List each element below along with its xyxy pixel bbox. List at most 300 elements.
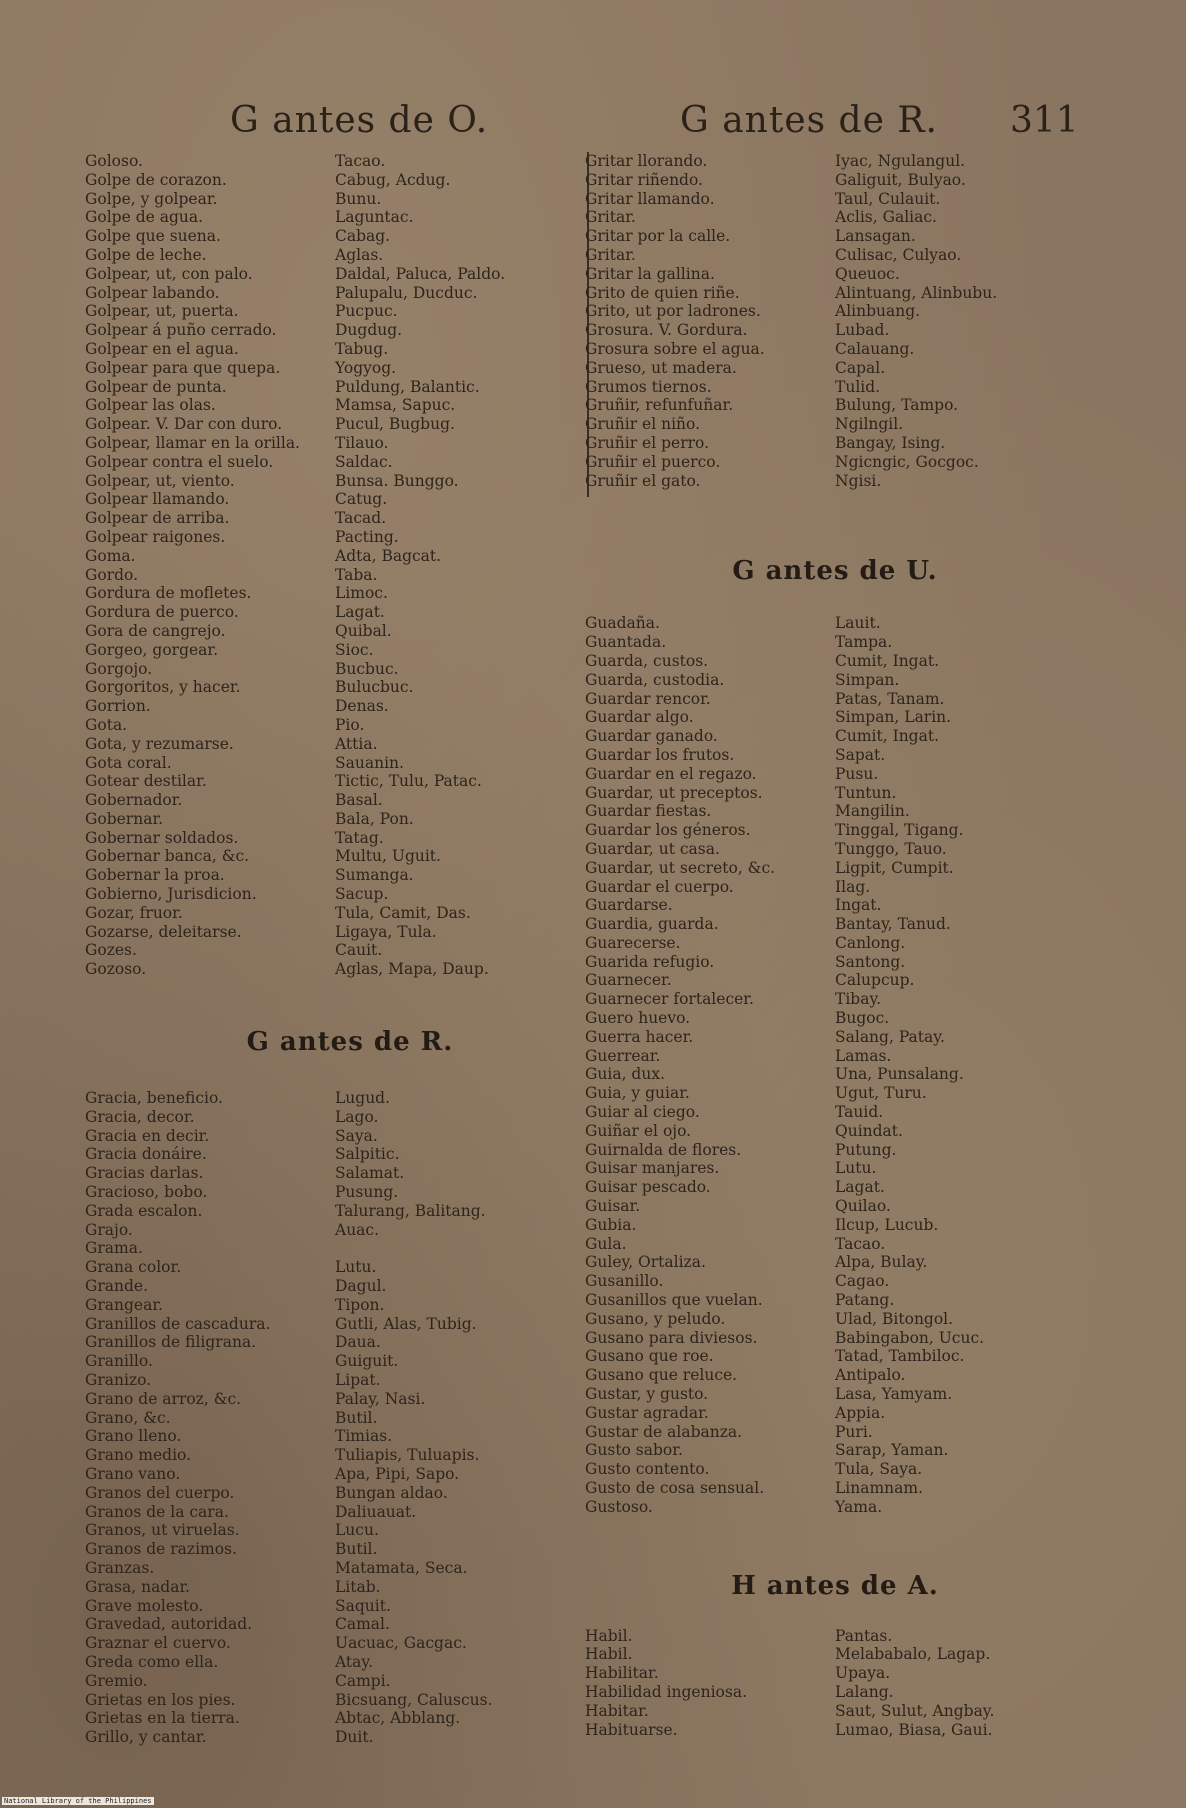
- entry-term: Habitar.: [585, 1701, 649, 1720]
- entry-term: Grito de quien riñe.: [585, 283, 740, 302]
- dictionary-entry: [85, 1503, 555, 1522]
- entry-term: Guadaña.: [585, 614, 660, 633]
- dictionary-entry: [585, 1065, 1085, 1084]
- entry-term: Gordura de puerco.: [85, 603, 239, 622]
- dictionary-entry: [85, 321, 555, 340]
- entry-gloss: Apa, Pipi, Sapo.: [335, 1465, 460, 1483]
- entry-gloss: Bala, Pon.: [335, 809, 414, 828]
- dictionary-entry: [585, 1721, 1085, 1740]
- entry-term: Golpear contra el suelo.: [85, 452, 274, 471]
- entry-gloss: Tacao.: [335, 152, 386, 170]
- entry-term: Guley, Ortaliza.: [585, 1253, 706, 1272]
- left-running-head: G antes de O.: [230, 100, 489, 141]
- entry-term: Grito, ut por ladrones.: [585, 302, 761, 321]
- dictionary-entry: [585, 359, 1085, 378]
- dictionary-entry: [85, 603, 555, 622]
- entry-term: Grangear.: [85, 1295, 163, 1314]
- dictionary-entry: [585, 1159, 1085, 1178]
- entry-term: Gozoso.: [85, 960, 147, 979]
- entry-term: Gota.: [85, 715, 128, 734]
- dictionary-entry: [85, 1202, 555, 1221]
- entry-term: Gobernar banca, &c.: [85, 847, 250, 866]
- dictionary-entry: [85, 434, 555, 453]
- entry-gloss: Butil.: [335, 1540, 378, 1559]
- library-credit: National Library of the Philippines: [4, 1797, 152, 1805]
- dictionary-entry: [585, 784, 1085, 803]
- entry-gloss: Pio.: [335, 715, 365, 734]
- entry-term: Gusto de cosa sensual.: [585, 1479, 765, 1497]
- entry-gloss: Ngicngic, Gocgoc.: [835, 452, 979, 471]
- entry-gloss: Alintuang, Alinbubu.: [835, 283, 998, 302]
- entry-gloss: Tatad, Tambiloc.: [835, 1347, 965, 1366]
- entry-gloss: Lubad.: [835, 321, 890, 340]
- dictionary-entry: [85, 1183, 555, 1202]
- dictionary-entry: [585, 208, 1085, 227]
- entry-gloss: Guiguit.: [335, 1352, 399, 1371]
- dictionary-entry: [85, 660, 555, 679]
- entry-term: Golpear de arriba.: [85, 509, 230, 528]
- entry-term: Gracioso, bobo.: [85, 1183, 208, 1202]
- entry-term: Grana color.: [85, 1258, 182, 1277]
- entry-gloss: Lago.: [335, 1107, 379, 1126]
- dictionary-entry: [585, 340, 1085, 359]
- entry-term: Golpe, y golpear.: [85, 189, 218, 208]
- dictionary-entry: [85, 885, 555, 904]
- dictionary-entry: [585, 171, 1085, 190]
- dictionary-entry: [585, 953, 1085, 972]
- entry-term: Granillos de cascadura.: [85, 1314, 271, 1333]
- entry-gloss: Tulid.: [835, 377, 881, 396]
- entry-gloss: Canlong.: [835, 933, 906, 952]
- entry-term: Grano vano.: [85, 1465, 181, 1483]
- entry-term: Golpear labando.: [85, 283, 220, 302]
- entry-gloss: Ligaya, Tula.: [335, 922, 437, 941]
- entry-gloss: Tatag.: [335, 828, 384, 847]
- entry-term: Golpear, ut, con palo.: [85, 264, 253, 283]
- dictionary-entry: [585, 1702, 1085, 1721]
- section-title-gu: G antes de U.: [732, 556, 938, 587]
- entry-term: Golpe que suena.: [85, 227, 221, 246]
- section-title-gr: G antes de R.: [246, 1027, 454, 1058]
- entry-term: Gusano que reluce.: [585, 1366, 738, 1385]
- dictionary-entry: [85, 678, 555, 697]
- entry-gloss: Bicsuang, Caluscus.: [335, 1690, 493, 1709]
- entry-gloss: Pantas.: [835, 1626, 893, 1645]
- dictionary-entry: [585, 1235, 1085, 1254]
- entry-term: Guiñar el ojo.: [585, 1121, 692, 1140]
- dictionary-entry: [85, 960, 555, 979]
- dictionary-entry: [585, 614, 1085, 633]
- entry-gloss: Denas.: [335, 697, 389, 716]
- dictionary-entry: [585, 1347, 1085, 1366]
- dictionary-entry: [85, 1709, 555, 1728]
- entry-term: Gusano que roe.: [585, 1347, 714, 1366]
- entry-gloss: Lumao, Biasa, Gaui.: [835, 1720, 993, 1739]
- section-go: [85, 152, 555, 979]
- dictionary-entry: [585, 746, 1085, 765]
- section-title-ha: H antes de A.: [731, 1570, 939, 1601]
- entry-gloss: Sumanga.: [335, 866, 414, 885]
- dictionary-entry: [585, 415, 1085, 434]
- entry-term: Gorrion.: [85, 697, 151, 716]
- entry-gloss: Lasa, Yamyam.: [835, 1385, 953, 1404]
- dictionary-entry: [85, 246, 555, 265]
- entry-term: Gruñir el gato.: [585, 471, 701, 490]
- dictionary-entry: [585, 671, 1085, 690]
- entry-gloss: Camal.: [335, 1615, 390, 1634]
- entry-term: Grano, &c.: [85, 1408, 171, 1427]
- entry-term: Golpear. V. Dar con duro.: [85, 415, 283, 434]
- entry-gloss: Lagat.: [335, 603, 385, 622]
- entry-term: Guerrear.: [585, 1046, 661, 1065]
- entry-gloss: Mamsa, Sapuc.: [335, 396, 456, 415]
- entry-gloss: Tauid.: [835, 1103, 884, 1122]
- left-column: [85, 152, 555, 1747]
- dictionary-entry: [85, 227, 555, 246]
- entry-term: Guardia, guarda.: [585, 915, 719, 934]
- section-gr: [85, 1089, 555, 1747]
- dictionary-entry: [585, 765, 1085, 784]
- entry-gloss: Multu, Uguit.: [335, 847, 441, 866]
- dictionary-entry: [85, 1127, 555, 1146]
- entry-gloss: Tilauo.: [335, 433, 389, 452]
- entry-gloss: Tula, Saya.: [835, 1460, 923, 1479]
- entry-term: Granizo.: [85, 1371, 152, 1390]
- entry-gloss: Upaya.: [835, 1664, 891, 1683]
- entry-gloss: Aglas.: [335, 245, 384, 264]
- dictionary-entry: [585, 396, 1085, 415]
- dictionary-entry: [85, 1239, 555, 1258]
- dictionary-entry: [585, 1141, 1085, 1160]
- dictionary-entry: [85, 1578, 555, 1597]
- entry-term: Grano medio.: [85, 1446, 192, 1465]
- dictionary-entry: [585, 1460, 1085, 1479]
- dictionary-entry: [585, 472, 1085, 491]
- entry-term: Gobernar.: [85, 809, 164, 828]
- dictionary-entry: [85, 1728, 555, 1747]
- dictionary-entry: [85, 378, 555, 397]
- dictionary-entry: [85, 941, 555, 960]
- entry-gloss: Antipalo.: [835, 1366, 906, 1385]
- entry-gloss: Puri.: [835, 1422, 873, 1441]
- entry-gloss: Laguntac.: [335, 208, 414, 227]
- dictionary-entry: [85, 547, 555, 566]
- dictionary-entry: [85, 1446, 555, 1465]
- dictionary-entry: [85, 1427, 555, 1446]
- entry-gloss: Babingabon, Ucuc.: [835, 1328, 985, 1347]
- entry-gloss: Culisac, Culyao.: [835, 245, 962, 264]
- entry-term: Grueso, ut madera.: [585, 358, 737, 377]
- entry-gloss: Abtac, Abblang.: [335, 1709, 461, 1728]
- entry-term: Granos del cuerpo.: [85, 1483, 235, 1502]
- dictionary-entry: [85, 810, 555, 829]
- dictionary-entry: [85, 528, 555, 547]
- dictionary-entry: [85, 1352, 555, 1371]
- entry-term: Habil.: [585, 1626, 633, 1645]
- dictionary-entry: [585, 1103, 1085, 1122]
- dictionary-entry: [585, 840, 1085, 859]
- entry-term: Guardar los frutos.: [585, 745, 735, 764]
- entry-term: Guisar manjares.: [585, 1159, 720, 1178]
- entry-gloss: Sioc.: [335, 640, 374, 659]
- entry-term: Gorgeo, gorgear.: [85, 640, 219, 659]
- dictionary-entry: [85, 1333, 555, 1352]
- entry-gloss: Tacao.: [835, 1234, 886, 1253]
- entry-term: Gruñir, refunfuñar.: [585, 396, 734, 415]
- dictionary-entry: [85, 208, 555, 227]
- entry-gloss: Patang.: [835, 1291, 895, 1310]
- entry-term: Granos, ut viruelas.: [85, 1521, 240, 1540]
- entry-gloss: Ingat.: [835, 896, 882, 915]
- dictionary-entry: [585, 284, 1085, 303]
- entry-gloss: Timias.: [335, 1427, 393, 1446]
- entry-gloss: Salamat.: [335, 1164, 405, 1183]
- entry-term: Gremio.: [85, 1671, 148, 1690]
- dictionary-entry: [585, 896, 1085, 915]
- entry-term: Habilidad ingeniosa.: [585, 1682, 747, 1701]
- entry-term: Golpe de leche.: [85, 245, 207, 264]
- dictionary-entry: [85, 1221, 555, 1240]
- dictionary-entry: [585, 1028, 1085, 1047]
- entry-term: Golpear raigones.: [85, 527, 226, 546]
- dictionary-entry: [585, 1197, 1085, 1216]
- entry-gloss: Bulucbuc.: [335, 678, 414, 697]
- dictionary-entry: [85, 509, 555, 528]
- entry-term: Golpear para que quepa.: [85, 358, 281, 377]
- entry-gloss: Lagat.: [835, 1178, 885, 1197]
- entry-term: Graznar el cuervo.: [85, 1634, 231, 1653]
- entry-term: Gusanillo.: [585, 1272, 664, 1291]
- dictionary-entry: [85, 1371, 555, 1390]
- dictionary-entry: [85, 1315, 555, 1334]
- dictionary-entry: [85, 754, 555, 773]
- entry-term: Gota, y rezumarse.: [85, 734, 234, 753]
- entry-gloss: Auac.: [335, 1220, 380, 1239]
- entry-gloss: Ilag.: [835, 877, 871, 896]
- dictionary-entry: [85, 1089, 555, 1108]
- dictionary-entry: [585, 1645, 1085, 1664]
- entry-gloss: Alpa, Bulay.: [835, 1253, 928, 1272]
- entry-term: Gritar.: [585, 208, 636, 227]
- dictionary-entry: [585, 1627, 1085, 1646]
- entry-term: Gusanillos que vuelan.: [585, 1291, 763, 1310]
- dictionary-entry: [85, 847, 555, 866]
- entry-term: Gubia.: [585, 1215, 637, 1234]
- entry-gloss: Bulung, Tampo.: [835, 396, 959, 415]
- entry-term: Golpear llamando.: [85, 490, 230, 509]
- entry-gloss: Gutli, Alas, Tubig.: [335, 1314, 477, 1333]
- entry-term: Grosura sobre el agua.: [585, 339, 765, 358]
- dictionary-entry: [585, 1216, 1085, 1235]
- entry-term: Grillo, y cantar.: [85, 1728, 207, 1747]
- entry-term: Gruñir el puerco.: [585, 452, 721, 471]
- entry-term: Grave molesto.: [85, 1596, 204, 1615]
- entry-term: Gruñir el perro.: [585, 433, 710, 452]
- entry-term: Gusto sabor.: [585, 1441, 683, 1460]
- entry-gloss: Sacup.: [335, 885, 389, 904]
- dictionary-entry: [585, 633, 1085, 652]
- entry-gloss: Melababalo, Lagap.: [835, 1645, 991, 1664]
- dictionary-entry: [85, 415, 555, 434]
- dictionary-entry: [85, 453, 555, 472]
- entry-gloss: Lamas.: [835, 1046, 892, 1065]
- entry-gloss: Ngilngil.: [835, 415, 904, 434]
- entry-gloss: Palay, Nasi.: [335, 1389, 426, 1408]
- entry-term: Guarnecer.: [585, 971, 672, 990]
- entry-term: Gobernador.: [85, 791, 183, 810]
- dictionary-entry: [585, 302, 1085, 321]
- dictionary-entry: [85, 396, 555, 415]
- entry-term: Gravedad, autoridad.: [85, 1615, 253, 1634]
- dictionary-entry: [585, 1664, 1085, 1683]
- dictionary-entry: [585, 378, 1085, 397]
- dictionary-entry: [585, 434, 1085, 453]
- dictionary-entry: [85, 791, 555, 810]
- entry-term: Guardar los géneros.: [585, 821, 751, 840]
- entry-term: Guarda, custos.: [585, 651, 709, 670]
- entry-term: Guardar en el regazo.: [585, 764, 757, 783]
- dictionary-entry: [585, 1683, 1085, 1702]
- entry-term: Granzas.: [85, 1558, 155, 1577]
- dictionary-entry: [585, 1084, 1085, 1103]
- dictionary-entry: [85, 284, 555, 303]
- entry-term: Guardarse.: [585, 896, 673, 915]
- entry-gloss: Bugoc.: [835, 1009, 890, 1028]
- entry-gloss: Pacting.: [335, 527, 399, 546]
- entry-term: Guantada.: [585, 633, 667, 652]
- dictionary-entry: [585, 1047, 1085, 1066]
- entry-gloss: Lipat.: [335, 1371, 381, 1390]
- entry-gloss: Tampa.: [835, 633, 893, 652]
- entry-term: Grosura. V. Gordura.: [585, 321, 748, 340]
- entry-term: Grama.: [85, 1239, 143, 1258]
- entry-gloss: Tictic, Tulu, Patac.: [335, 772, 482, 791]
- entry-term: Guisar.: [585, 1197, 641, 1216]
- entry-gloss: Uacuac, Gacgac.: [335, 1634, 467, 1653]
- entry-gloss: Pusung.: [335, 1183, 399, 1202]
- entry-term: Gruñir el niño.: [585, 415, 701, 434]
- entry-term: Guarda, custodia.: [585, 670, 725, 689]
- entry-gloss: Bucbuc.: [335, 659, 399, 678]
- entry-term: Goma.: [85, 546, 136, 565]
- entry-gloss: Saya.: [335, 1126, 378, 1145]
- entry-term: Guardar, ut secreto, &c.: [585, 858, 776, 877]
- entry-gloss: Attia.: [335, 734, 378, 753]
- entry-term: Guisar pescado.: [585, 1178, 711, 1197]
- dictionary-entry: [85, 1296, 555, 1315]
- entry-gloss: Tacad.: [335, 509, 387, 528]
- dictionary-entry: [85, 1390, 555, 1409]
- entry-gloss: Daua.: [335, 1333, 381, 1352]
- entry-term: Gozarse, deleitarse.: [85, 922, 242, 941]
- entry-term: Grietas en la tierra.: [85, 1709, 240, 1728]
- entry-gloss: Taul, Culauit.: [835, 189, 941, 208]
- entry-term: Gusano, y peludo.: [585, 1309, 726, 1328]
- entry-term: Gracia, beneficio.: [85, 1089, 223, 1108]
- entry-term: Guarida refugio.: [585, 952, 715, 971]
- entry-gloss: Pusu.: [835, 764, 879, 783]
- dictionary-entry: [85, 1108, 555, 1127]
- entry-gloss: Tula, Camit, Das.: [335, 903, 471, 922]
- entry-gloss: Ugut, Turu.: [835, 1084, 927, 1103]
- entry-gloss: Dagul.: [335, 1277, 387, 1296]
- entry-gloss: Simpan, Larin.: [835, 708, 952, 727]
- entry-gloss: Dugdug.: [335, 321, 403, 340]
- entry-term: Guardar, ut preceptos.: [585, 783, 763, 802]
- entry-term: Gordo.: [85, 565, 139, 584]
- entry-gloss: Bungan aldao.: [335, 1483, 448, 1502]
- dictionary-entry: [85, 171, 555, 190]
- dictionary-entry: [85, 1634, 555, 1653]
- entry-term: Gorgojo.: [85, 659, 153, 678]
- section-gu: [585, 614, 1085, 1516]
- dictionary-entry: [85, 302, 555, 321]
- dictionary-entry: [585, 1009, 1085, 1028]
- dictionary-entry: [585, 878, 1085, 897]
- entry-gloss: Bunu.: [335, 189, 382, 208]
- dictionary-entry: [85, 697, 555, 716]
- entry-gloss: Catug.: [335, 490, 388, 509]
- dictionary-entry: [85, 1484, 555, 1503]
- entry-term: Golpe de corazon.: [85, 170, 227, 189]
- entry-term: Grajo.: [85, 1220, 133, 1239]
- dictionary-entry: [585, 227, 1085, 246]
- dictionary-entry: [585, 1479, 1085, 1498]
- entry-gloss: Lalang.: [835, 1682, 894, 1701]
- entry-term: Granos de la cara.: [85, 1502, 229, 1521]
- entry-gloss: Saut, Sulut, Angbay.: [835, 1701, 995, 1720]
- dictionary-entry: [585, 246, 1085, 265]
- entry-gloss: Atay.: [335, 1652, 374, 1671]
- dictionary-entry: [85, 641, 555, 660]
- dictionary-entry: [85, 340, 555, 359]
- entry-term: Gracias darlas.: [85, 1164, 204, 1183]
- entry-gloss: Limoc.: [335, 584, 388, 603]
- entry-term: Guia, dux.: [585, 1065, 665, 1084]
- dictionary-entry: [85, 490, 555, 509]
- entry-gloss: Lucu.: [335, 1521, 379, 1540]
- entry-term: Guia, y guiar.: [585, 1084, 690, 1103]
- dictionary-entry: [585, 1291, 1085, 1310]
- entry-term: Gordura de mofletes.: [85, 584, 252, 603]
- entry-term: Grasa, nadar.: [85, 1577, 191, 1596]
- entry-term: Guardar algo.: [585, 708, 694, 727]
- entry-gloss: Cabug, Acdug.: [335, 170, 451, 189]
- dictionary-entry: [585, 727, 1085, 746]
- entry-gloss: Pucul, Bugbug.: [335, 415, 455, 434]
- dictionary-entry: [85, 829, 555, 848]
- entry-term: Gula.: [585, 1234, 627, 1253]
- entry-term: Granillos de filigrana.: [85, 1333, 257, 1352]
- dictionary-entry: [85, 566, 555, 585]
- entry-gloss: Tinggal, Tigang.: [835, 821, 964, 840]
- entry-gloss: Campi.: [335, 1671, 391, 1690]
- dictionary-entry: [585, 1441, 1085, 1460]
- entry-gloss: Bantay, Tanud.: [835, 915, 951, 934]
- section-gr-continued: [585, 152, 1085, 490]
- dictionary-entry: [85, 904, 555, 923]
- entry-term: Gota coral.: [85, 753, 172, 772]
- dictionary-entry: [85, 190, 555, 209]
- entry-gloss: Litab.: [335, 1577, 381, 1596]
- entry-term: Golpear de punta.: [85, 377, 227, 396]
- entry-gloss: Matamata, Seca.: [335, 1558, 468, 1577]
- entry-term: Grada escalon.: [85, 1201, 203, 1220]
- entry-term: Grietas en los pies.: [85, 1690, 236, 1709]
- entry-term: Golpear en el agua.: [85, 339, 239, 358]
- entry-gloss: Daldal, Paluca, Paldo.: [335, 264, 506, 283]
- entry-gloss: Basal.: [335, 791, 383, 810]
